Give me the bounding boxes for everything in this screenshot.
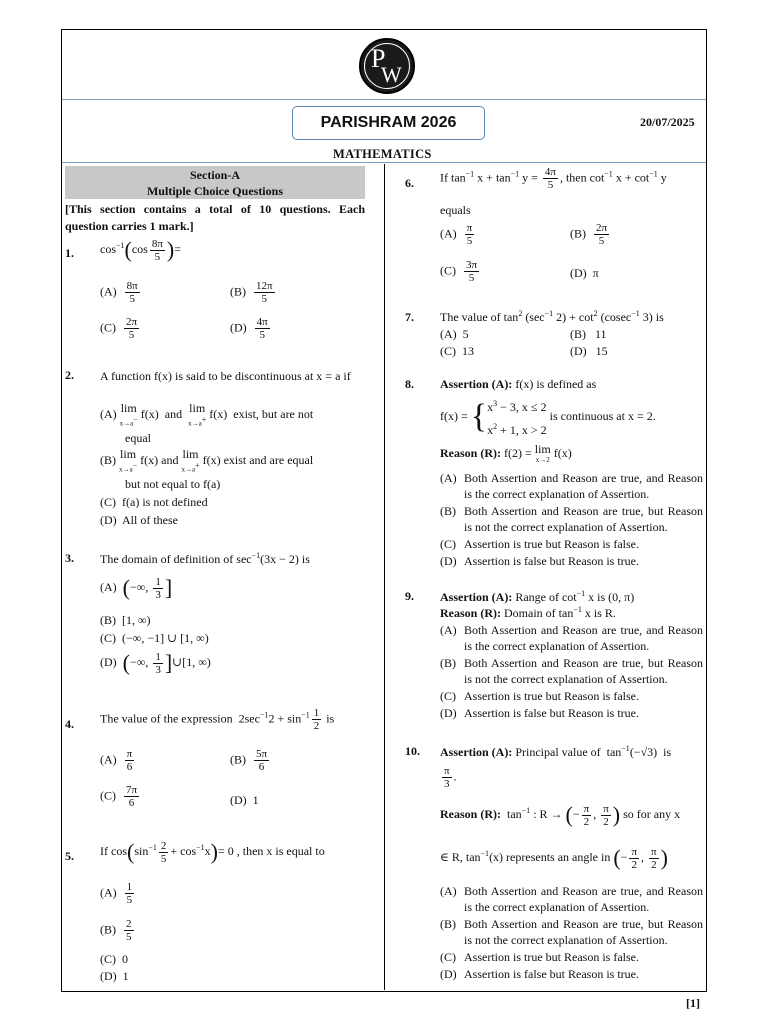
exam-title: PARISHRAM 2026 <box>292 106 485 140</box>
subject-rule <box>62 162 706 163</box>
logo-area <box>62 30 706 99</box>
subject-title: MATHEMATICS <box>333 147 432 161</box>
header-rule <box>62 99 706 100</box>
question-paper-page: P W PARISHRAM 2026 20/07/2025 MATHEMATICS Section-A Multiple Choice Questions [This section contains a total of 10 questions. Each question carries 1 mark.] 1. $\cos^{-1}(\cos$ $\frac{8\pi}{5}$ )= (A) $\frac{8\pi}{5}$ (B) $\frac{12\pi}{5}$ (C) $\frac{2\pi}{5}$ (D) $\frac{4\pi}{5}$ 2. A function f(x) is said to be discontinuous at x = a if (A) lim x→a− f(x) and lim x→a+ f(x) exist, but are not equal (B) lim x→a− f(x) and lim x→a+ f(x) exist and are equal but not equal to f(a) (C) f(a) is not defined (D) All of these 3. The domain of definition of $\sec^{-1}(3x - 2)$ is (A) (−∞, $\frac{1}{3}$ ] (B) [1, ∞) (C) (−∞, −1] ∪ [1, ∞) (D) (−∞, $\frac{1}{3}$ ]∪[1, ∞) 4. The value of the expression $2\sec^{-1}2 + \sin^{-1}$ $\frac{1}{2}$ is (A) $\frac{\pi}{6}$ (B) $\frac{5\pi}{6}$ (C) $\frac{7\pi}{6}$ (D) 1 5. If $\cos(\sin^{-1}$ $\frac{2}{5}$ + $\cos^{-1}x)= 0$ , then x is equal to (A) $\frac{1}{5}$ (B) $\frac{2}{5}$ (C) 0 (D) 1 6. If $\tan^{-1} x + \tan^{-1} y$ = $\frac{4\pi}{5}$ , then $\cot^{-1} x + \cot^{-1} y$ equals (A) $\frac{\pi}{5}$ (B) $\frac{2\pi}{5}$ (C) $\frac{3\pi}{5}$ (D) π 7. The value of $\tan^2 (\sec^{-1}$ $2) + \cot^2 (cosec^{-1}$ 3) is (A) 5 (B) 11 (C) 13 (D) 15 8. Assertion (A): f(x) is defined as $f(x) = \{x^3 - 3$, x ≤ 2 $x^2 + 1$, x > 2 is continuous at x = 2. Reason (R): f(2) = lim x→2 f(x) (A) Both Assertion and Reason are true, and Reason is the correct explanation of Assertion. (B) Both Assertion and Reason are true, but Reason is not the correct explanation of Assertion. (C) Assertion is true but Reason is false. (D) Assertion is false but Reason is true. 9. Assertion (A): Range of $\cot^{-1} x$ is (0, π) Reason (R): Domain of $\tan^{-1} x$ is R. (A) Both Assertion and Reason are true, and Reason is the correct explanation of Assertion. (B) Both Assertion and Reason are true, but Reason is not the correct explanation of Assertion. (C) Assertion is true but Reason is false. (D) Assertion is false but Reason is true. 10. Assertion (A): Principal value of $\tan^{-1}(-√3)$ is $\frac{\pi}{3}$ . Reason (R): $\tan^{-1}$ : R → (− $\frac{\pi}{2}$ , $\frac{\pi}{2}$ ) so for any x ∈ R, $\tan^{-1}(x)$ represents an angle in (− $\frac{\pi}{2}$ , $\frac{\pi}{2}$ ) (A) Both Assertion and Reason are true, and Reason is the correct explanation of Assertion. (B) Both Assertion and Reason are true, but Reason is not the correct explanation of Assertion. (C) Assertion is true but Reason is false. (D) Assertion is false but Reason is true. <box>61 29 707 992</box>
pw-logo: P W <box>359 38 415 94</box>
section-heading: Section-A Multiple Choice Questions <box>65 166 365 199</box>
exam-date: 20/07/2025 <box>640 115 695 129</box>
column-divider <box>384 164 385 990</box>
section-note: [This section contains a total of 10 questions. Each question carries 1 mark.] <box>65 202 365 233</box>
page-number: [1] <box>686 996 700 1010</box>
